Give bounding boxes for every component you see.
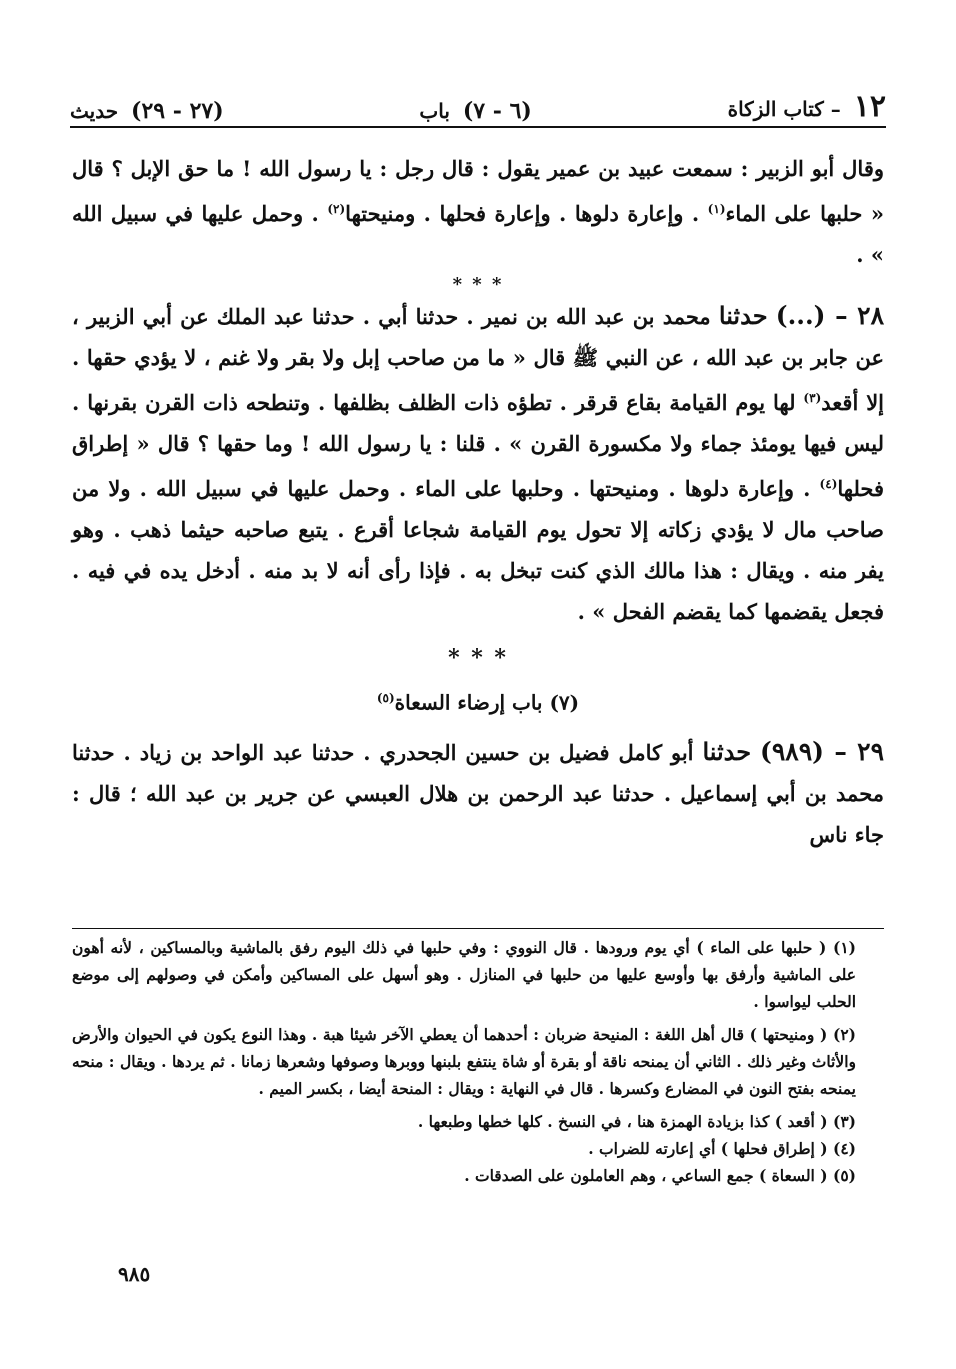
footnote-ref: (٤): [819, 477, 838, 491]
hadith-number: ٢٩ – (٩٨٩): [760, 736, 884, 766]
chapter-separator: * * *: [448, 645, 508, 671]
hadith-range-numbers: (٢٧ - ٢٩): [131, 98, 224, 124]
chapter-title: (٧) باب إرضاء السعاة: [394, 690, 580, 715]
chapter-heading: [72, 678, 884, 723]
footnote-ref: (١): [707, 202, 726, 216]
text-run: وقال أبو الزبير : سمعت عبيد بن عمير يقول : قال رجل : يا رسول الله ! ما حق الإبل ؟ قال « حلبها على الماء: [72, 156, 885, 226]
chapter-range-numbers: (٦ - ٧): [462, 98, 532, 124]
book-name: – كتاب الزكاة: [727, 97, 841, 121]
footnote-ref: (٥): [376, 691, 395, 705]
footnote-2: (٢) ( ومنيحتها ) قال أهل اللغة : المنيحة ضربان : أحدهما أن يعطي الآخر شيئا هبة . وهذا النوع يكون في الحيوان والأرض والأثاث وغير ذلك . الثاني أن يمنحه ناقة أو بقرة أو شاة ينتفع بلبنها ووبرها وصوفها وشعرها زمانا . ثم يردها . ويقال : منحه يمنحه بفتح النون في المضارع وكسرها . قال في النهاية : ويقال : المنحة أيضا ، بكسر الميم .: [72, 1025, 856, 1098]
footnote-rule: [72, 928, 884, 929]
footnote-1: (١) ( حلبها على الماء ) أي يوم ورودها . قال النووي : وفي حلبها في ذلك اليوم رفق بالماشية وبالمساكين ، لأنه أهون على الماشية وأرفق بها وأوسع عليها من حلبها في المنازل . وهو أسهل على المساكين وأمكن في وصولهم إلى موضع الحلب ليواسوا .: [72, 938, 856, 1011]
text-run: . وإعارة دلوها . وإعارة فحلها . ومنيحتها: [345, 201, 700, 226]
header-rule: [70, 126, 886, 128]
chapter-range-word: باب: [419, 99, 450, 123]
page-number: ٩٨٥: [118, 1262, 151, 1286]
footnotes: [72, 934, 884, 1189]
chapter-range: [419, 98, 531, 124]
hadith-27-continuation: [72, 148, 884, 275]
hadith-28: [72, 295, 884, 632]
text-run: . وحمل عليها في سبيل الله » .: [72, 201, 884, 267]
text-run: لها يوم القيامة بقاع قرقر . تطؤه ذات الظلف بظلفها . وتنطحه ذات القرن بقرنها . ليس فيها يومئذ جماء ولا مكسورة القرن » . قلنا : يا رسول الله ! وما حقها ؟ قال « إطراق فحلها: [72, 390, 884, 501]
footnote-4: (٤) ( إطراق فحلها ) أي إعارته للضراب .: [588, 1139, 856, 1158]
haddathana-word: حدثنا: [718, 301, 768, 330]
footnote-5: (٥) ( السعاة ) جمع الساعي ، وهم العاملون على الصدقات .: [464, 1166, 856, 1185]
text-run: محمد بن عبد الله بن نمير . حدثنا أبي . حدثنا عبد الملك عن أبي الزبير ، عن جابر بن عبد الله ، عن النبي ﷺ قال « ما من صاحب إبل ولا بقر ولا غنم ، لا يؤدي حقها . إلا أقعد: [72, 304, 885, 415]
hadith-number: ٢٨ – (...): [775, 301, 885, 330]
hadith-range: [70, 98, 224, 124]
book-number: ١٢: [853, 89, 886, 124]
section-separator: * * *: [452, 274, 504, 295]
text-run: . وإعارة دلوها . ومنيحتها . وحلبها على الماء . وحمل عليها في سبيل الله . ولا من صاحب مال لا يؤدي زكاته إلا تحول يوم القيامة شجاعا أقرع . يتبع صاحبه حيثما ذهب . وهو يفر منه . ويقال : هذا مالك الذي كنت تبخل به . فإذا رأى أنه لا بد منه . أدخل يده في فيه . فجعل يقضمها كما يقضم الفحل » .: [72, 476, 884, 624]
footnote-ref: (٢): [327, 202, 346, 216]
footnote-ref: (٣): [803, 391, 822, 405]
hadith-range-word: حديث: [70, 99, 119, 123]
hadith-29: [72, 731, 884, 855]
running-head: [70, 84, 886, 124]
main-text: [72, 148, 884, 855]
book-title: [728, 89, 886, 124]
text-run: أبو كامل فضيل بن حسين الجحدري . حدثنا عبد الواحد بن زياد . حدثنا محمد بن أبي إسماعيل . حدثنا عبد الرحمن بن هلال العبسي عن جرير بن عبد الله ؛ قال : جاء ناس: [72, 739, 884, 847]
haddathana-word: حدثنا: [702, 736, 752, 766]
footnote-3: (٣) ( أقعد ) كذا بزيادة الهمزة هنا ، في النسخ . كلها خطها وطبعها .: [417, 1112, 856, 1131]
